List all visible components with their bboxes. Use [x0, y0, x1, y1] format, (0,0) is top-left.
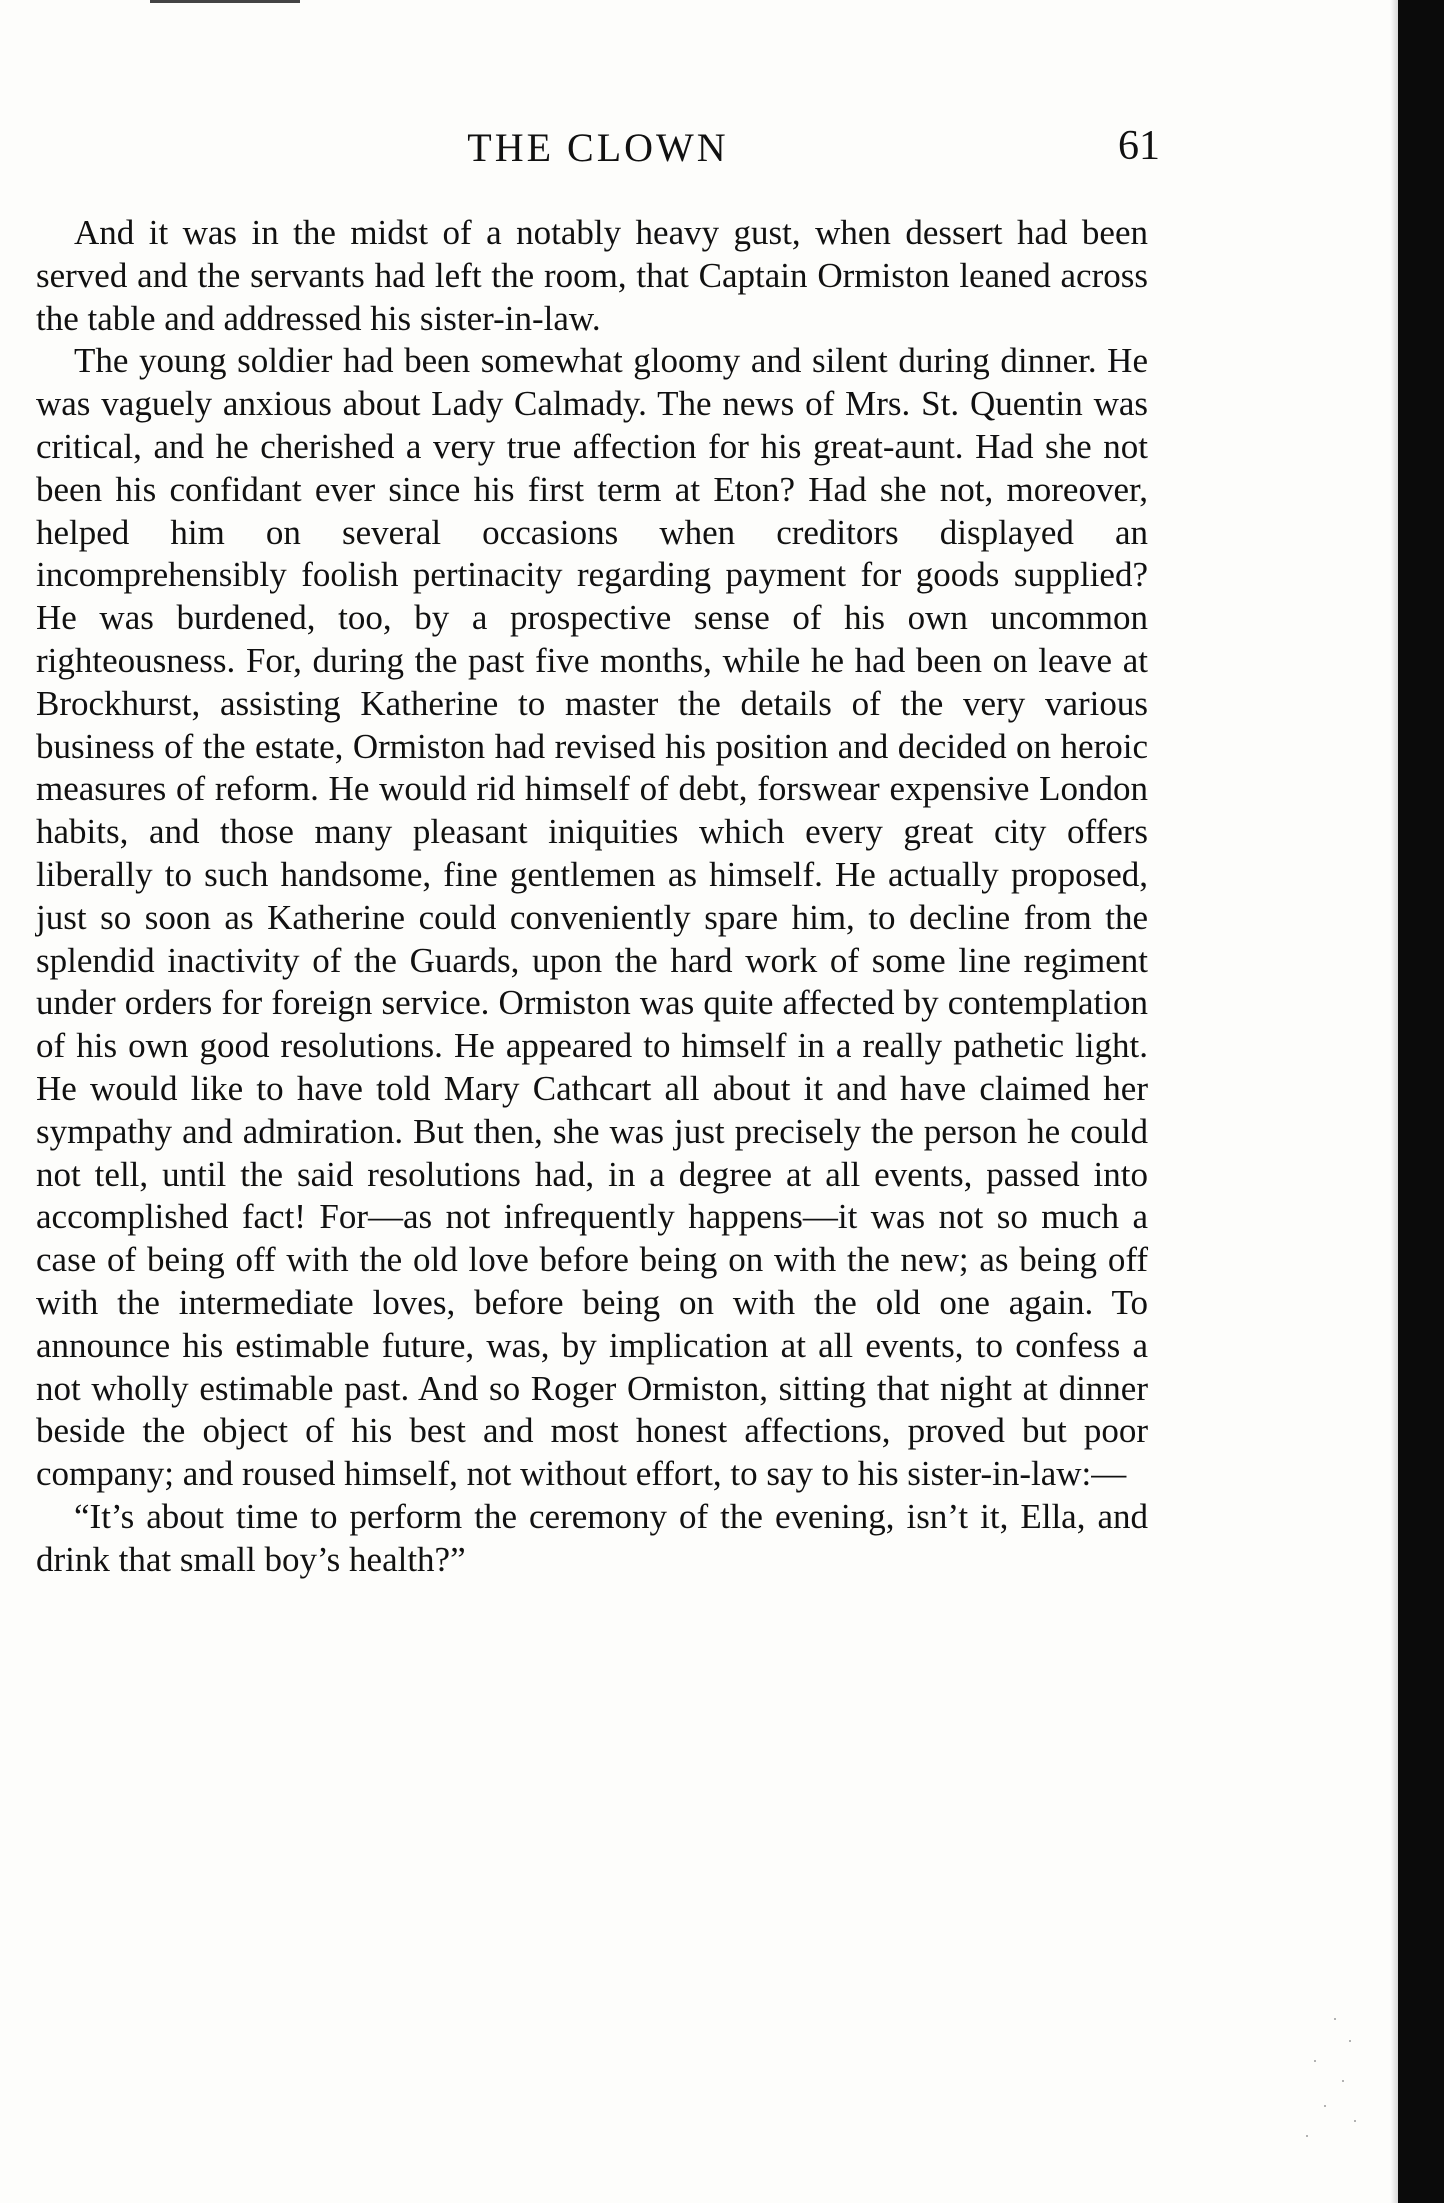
paragraph-3: “It’s about time to perform the ceremony of the evening, isn’t it, Ella, and drink that small boy’s health?”	[36, 1496, 1148, 1579]
scan-border	[1398, 0, 1444, 2203]
paragraph-2: The young soldier had been somewhat gloomy and silent during dinner. He was vaguely anxious about Lady Calmady. The news of Mrs. St. Quentin was critical, and he cherished a very true affection for his great-aunt. Had she not been his confidant ever since his first term at Eton? Had she not, moreover, helped him on several occasions when creditors displayed an incomprehensibly foolish pertinacity regarding payment for goods supplied? He was burdened, too, by a prospective sense of his own uncommon righteousness. For, during the past five months, while he had been on leave at Brockhurst, assisting Katherine to master the details of the very various business of the estate, Ormiston had revised his position and decided on heroic measures of reform. He would rid himself of debt, forswear expensive London habits, and those many pleasant iniquities which every great city offers liberally to such handsome, fine gentlemen as himself. He actually proposed, just so soon as Katherine could conveniently spare him, to decline from the splendid inactivity of the Guards, upon the hard work of some line regiment under orders for foreign service. Ormiston was quite affected by contemplation of his own good resolutions. He appeared to himself in a really pathetic light. He would like to have told Mary Cathcart all about it and have claimed her sympathy and admiration. But then, she was just precisely the person he could not tell, until the said resolutions had, in a degree at all events, passed into accomplished fact! For—as not infrequently happens—it was not so much a case of being off with the old love before being on with the new; as being off with the intermediate loves, before being on with the old one again. To announce his estimable future, was, by implication at all events, to confess a not wholly estimable past. And so Roger Ormiston, sitting that night at dinner beside the object of his best and most honest affections, proved but poor company; and roused himself, not without effort, to say to his sister-in-law:—	[36, 341, 1148, 1494]
page-edge-shadow	[1390, 0, 1398, 2203]
paragraph-1: And it was in the midst of a notably heavy gust, when dessert had been served and the servants had left the room, that Captain Ormiston leaned across the table and addressed his sister-in-law.	[36, 213, 1148, 338]
running-head	[36, 120, 1160, 180]
body-text	[36, 212, 1148, 1582]
top-rule	[150, 0, 300, 3]
paper-specks	[1294, 2010, 1364, 2150]
running-title: THE CLOWN	[467, 125, 729, 170]
page-number: 61	[1118, 123, 1160, 169]
